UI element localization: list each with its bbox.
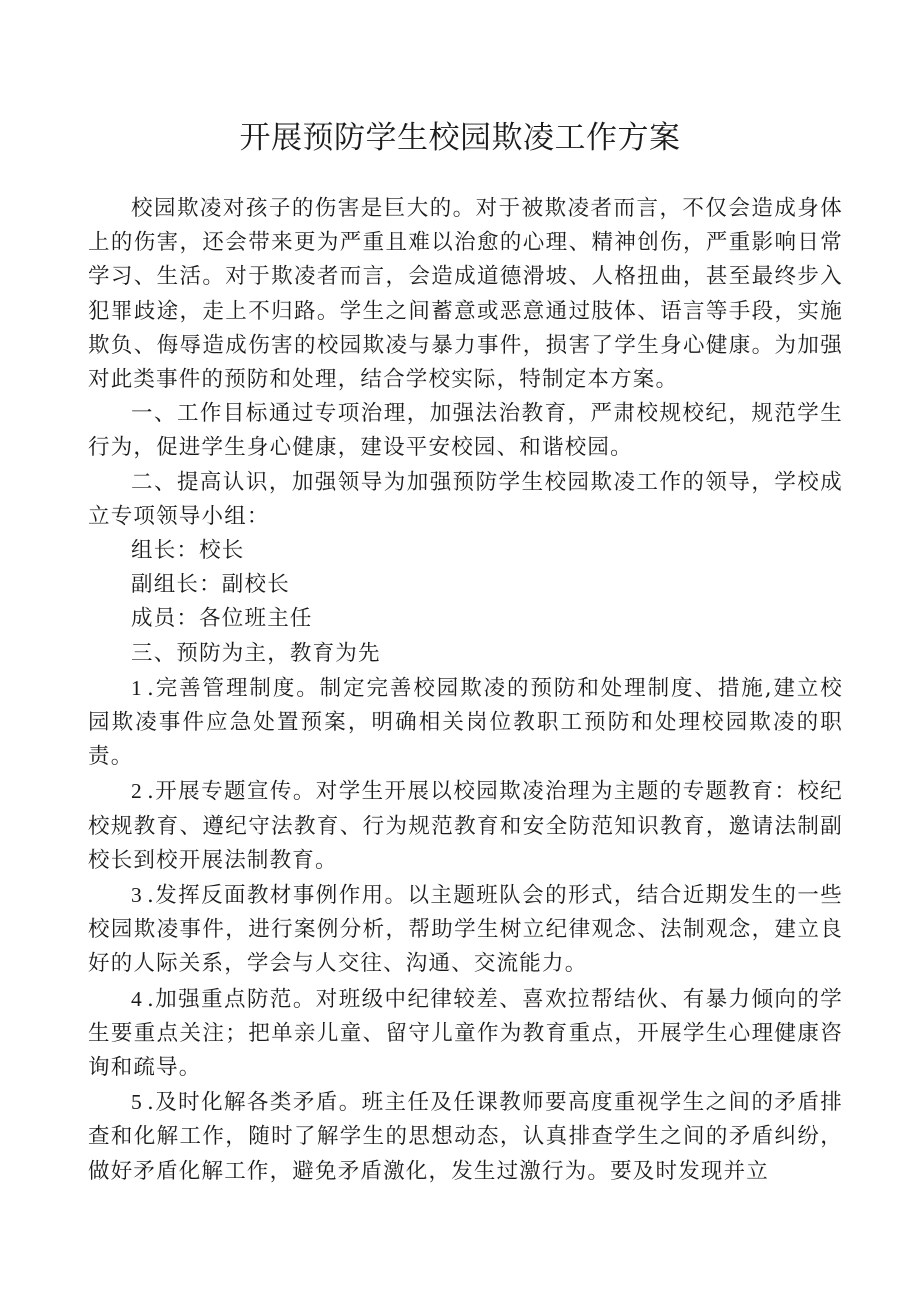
item-text: .及时化解各类矛盾。班主任及任课教师要高度重视学生之间的矛盾排查和化解工作，随时了解学生的思想动态，认真排查学生之间的矛盾纠纷，做好矛盾化解工作，避免矛盾激化，发生过激行为。要及时发现并立 — [88, 1090, 843, 1184]
numbered-item — [88, 671, 843, 775]
item-text: .加强重点防范。对班级中纪律较差、喜欢拉帮结伙、有暴力倾向的学生要重点关注；把单亲儿童、留守儿童作为教育重点，开展学生心理健康咨询和疏导。 — [88, 986, 843, 1081]
numbered-item — [88, 1085, 843, 1189]
document-body — [88, 192, 843, 1189]
item-number: 1 — [131, 675, 143, 700]
section-two-paragraph: 二、提高认识，加强领导为加强预防学生校园欺凌工作的领导，学校成立专项领导小组： — [88, 469, 843, 529]
document-title: 开展预防学生校园欺凌工作方案 — [239, 120, 681, 156]
item-text: .发挥反面教材事例作用。以主题班队会的形式，结合近期发生的一些校园欺凌事件，进行案例分析，帮助学生树立纪律观念、法制观念，建立良好的人际关系，学会与人交往、沟通、交流能力。 — [88, 883, 843, 977]
group-members-line: 成员：各位班主任 — [131, 606, 313, 632]
item-text: .完善管理制度。制定完善校园欺凌的预防和处理制度、措施,建立校园欺凌事件应急处置预案，明确相关岗位教职工预防和处理校园欺凌的职责。 — [88, 675, 843, 770]
item-number: 4 — [131, 986, 143, 1011]
item-number: 3 — [131, 883, 143, 908]
group-deputy-line: 副组长：副校长 — [131, 572, 290, 598]
group-leader-line: 组长：校长 — [131, 538, 245, 564]
numbered-item — [88, 878, 843, 982]
item-number: 2 — [131, 779, 143, 804]
numbered-item — [88, 982, 843, 1086]
numbered-item — [88, 774, 843, 878]
section-one-paragraph: 一、工作目标通过专项治理，加强法治教育，严肃校规校纪，规范学生行为，促进学生身心健康，建设平安校园、和谐校园。 — [88, 401, 843, 461]
item-text: .开展专题宣传。对学生开展以校园欺凌治理为主题的专题教育：校纪校规教育、遵纪守法教育、行为规范教育和安全防范知识教育，邀请法制副校长到校开展法制教育。 — [88, 779, 843, 873]
item-number: 5 — [131, 1090, 143, 1115]
section-three-heading: 三、预防为主，教育为先 — [131, 640, 381, 666]
intro-paragraph: 校园欺凌对孩子的伤害是巨大的。对于被欺凌者而言，不仅会造成身体上的伤害，还会带来更为严重且难以治愈的心理、精神创伤，严重影响日常学习、生活。对于欺凌者而言，会造成道德滑坡、人格扭曲，甚至最终步入犯罪歧途，走上不归路。学生之间蓄意或恶意通过肢体、语言等手段，实施欺负、侮辱造成伤害的校园欺凌与暴力事件，损害了学生身心健康。为加强对此类事件的预防和处理，结合学校实际，特制定本方案。 — [88, 196, 843, 393]
